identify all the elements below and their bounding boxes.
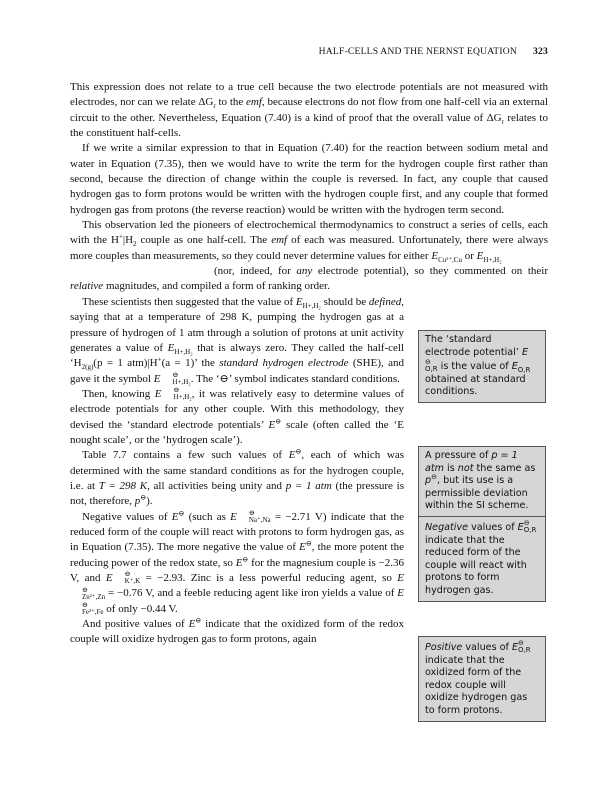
paragraph-5	[70, 387, 404, 448]
e-std: E⊖	[188, 616, 202, 631]
text-run: And positive values of	[82, 618, 189, 631]
text-run: Then, knowing	[82, 387, 155, 400]
e-std-zn: E ⊖ Zn²⁺,Zn = −0.76 V,	[82, 572, 404, 601]
emf-term: emf	[271, 234, 288, 247]
text-run: to the	[215, 96, 247, 109]
text-run: for the magnesium couple is −2.36 V, and	[70, 556, 404, 584]
text-run: Negative values of	[82, 510, 172, 523]
temp-eq: T = 298 K	[98, 479, 148, 492]
text-run: , saying that at a temperature of 298 K, pumping the hydrogen gas at a pressure of hydrogen of 1 atm through a solution of protons at unit activity generates a value of	[70, 295, 404, 354]
text-run: relates to the constituent half-cells.	[70, 111, 548, 140]
paragraph-6	[70, 448, 404, 509]
paragraph-3: This observation led the pioneers of electrochemical thermodynamics to construct a series of cells, each with the $H^+|H_2$ couple as one half-cell. The emf of each was measured. Unfortunately, there were always more couples than measurements, so they could never determine values for either $E_{Cu^{2+},Cu}$ or $E_{H+,H_2}$ (nor, indeed, for any electrode potential), so they commented on their relative magnitudes, and compiled a form of ranking order.	[70, 219, 548, 293]
text-run: (the pressure is not, therefore,	[70, 479, 404, 508]
text-run: ) indicate that the reduced form of the couple will react with protons to form hydrogen gas, as in Equation (7.35). The more negative the value of	[70, 510, 404, 554]
margin-note-standard-potential: The ‘standard electrode potential’ E ⊖ O,R is the value of $E_{O,R}$ obtained at standard conditions.	[418, 330, 546, 403]
text-run: , it was relatively easy to determine values of electrode potentials for any other couple. With this methodology, they devised the ‘standard electrode potentials’	[70, 387, 404, 431]
paragraph-7	[70, 510, 404, 617]
text-run: scale (often called the ‘E nought scale’, or the ‘hydrogen scale’).	[70, 418, 404, 446]
page-number: 323	[533, 46, 548, 57]
e-std-h: E ⊖ H+,H₂	[154, 386, 192, 402]
emph-defined: defined	[368, 295, 402, 308]
paragraph-8	[70, 617, 404, 648]
margin-note-negative-values: Negative values of E ⊖ O,R indicate that the reduced form of the couple will react with protons to form hydrogen gas.	[418, 516, 546, 602]
text-run: ’ symbol indicates standard conditions.	[228, 372, 400, 385]
e-std-na: E ⊖ Na⁺,Na = −2.71 V	[230, 509, 323, 525]
text-run: should be	[320, 295, 369, 308]
text-run: electrode potential), so they commented on their	[312, 265, 548, 278]
text-run: indicate that the oxidized form of the redox couple will oxidize hydrogen gas to form protons, again	[70, 618, 404, 646]
delta-g-r: $\Delta G_r$	[486, 111, 504, 126]
text-run: of each was measured. Unfortunately, there were always more couples than measurements, so they could never determine values for either	[70, 234, 548, 262]
text-run: that is always zero. They called the half-cell ‘H	[70, 341, 404, 370]
e-h: $E_{H+,H_2}$	[167, 341, 193, 357]
emph-any: any	[296, 265, 313, 278]
e-std: E⊖	[235, 555, 249, 569]
text-run: couple as one half-cell. The	[136, 234, 272, 247]
e-std-h: E ⊖ H+,H₂	[153, 371, 191, 386]
text-run: . The ‘	[190, 372, 220, 385]
text-run: This observation led the pioneers of electrochemical thermodynamics to construct a series of cells, each with the	[70, 219, 548, 247]
paragraph-2: If we write a similar expression to that in Equation (7.40) for the reaction between sodium metal and water in Equation (7.35), then we would have to write the term for the hydrogen couple first rather than second, because the direction of change within the couple is reversed. In fact, any couple that caused hydrogen gas to form protons would be written with the hydrogen couple first, and any couple that formed hydrogen gas from protons (the reverse reaction) would be written with the hydrogen term second.	[70, 142, 548, 216]
running-title: HALF-CELLS AND THE NERNST EQUATION	[318, 46, 517, 57]
e-std-fe: E ⊖ Fe³⁺,Fe	[82, 587, 404, 617]
text-run: (such as	[184, 510, 231, 523]
pressure-eq: p = 1 atm	[285, 479, 332, 492]
e-std-k: E ⊖ K⁺,K = −2.93.	[105, 570, 186, 586]
running-header	[70, 46, 548, 57]
emph-she: standard hydrogen electrode	[219, 357, 349, 370]
emph-relative: relative	[70, 280, 104, 293]
text-run: Table 7.7 contains a few such values of	[82, 449, 289, 462]
text-run: , because electrons do not flow from one half-cell via an external circuit to the other. Nevertheless, Equation (7.40) is a kind of proof that the overall value of	[70, 96, 548, 124]
narrow-column	[70, 295, 404, 648]
e-cu: $E_{Cu^{2+},Cu}$	[431, 249, 462, 264]
e-std: E⊖	[299, 539, 312, 554]
text-run: , all activities being unity and	[147, 479, 286, 492]
e-std: E⊖	[268, 416, 282, 431]
text-run: of only −0.44 V.	[103, 602, 178, 615]
text-run: (SHE), and gave it the symbol	[70, 357, 404, 385]
delta-g-r: $\Delta G_r$	[198, 96, 216, 111]
e-std: E⊖	[171, 508, 185, 523]
p-std: p⊖	[134, 493, 147, 508]
paragraph-1	[70, 80, 548, 141]
margin-note-pressure: A pressure of p = 1 atm is not the same as p⊖, but its use is a permissible deviation within the SI scheme.	[418, 446, 546, 517]
h-couple: $H^+|H_2$	[110, 232, 137, 249]
text-run: ).	[146, 495, 153, 508]
text-run: , the more potent the reducing power of the redox state, so	[70, 541, 404, 569]
paragraph-4: These scientists then suggested that the value of $E_{H+,H_2}$ should be defined, saying that at a temperature of 298 K, pumping the hydrogen gas at a pressure of hydrogen of 1 atm through a solution of protons at unit activity generates a value of $E_{H+,H_2}$ that is always zero. They called the half-cell ‘$H_{2(g)}(p = 1$ atm)|H+(a = 1)’ the standard hydrogen electrode (SHE), and gave it the symbol E ⊖ H+,H₂ . The ‘⊖’ symbol indicates standard conditions.	[70, 295, 404, 386]
text-run: These scientists then suggested that the value of	[82, 295, 296, 308]
text-run: , each of which was determined with the same standard conditions as for the hydrogen couple, i.e. at	[70, 449, 404, 492]
text-run: magnitudes, and compiled a form of ranking order.	[103, 280, 330, 293]
e-h: $E_{H+,H_2}$	[295, 295, 321, 310]
text-run: and a feeble reducing agent like iron yields a value of	[154, 587, 398, 600]
emf-term: emf	[246, 96, 262, 109]
e-h: $E_{H+,H_2}$	[476, 249, 502, 264]
text-run: (nor, indeed, for	[214, 265, 297, 278]
e-std: E⊖	[288, 447, 302, 462]
text-run: This expression does not relate to a true cell because the two electrode potentials are not measured with electrodes, nor can we relate	[70, 81, 548, 109]
text-run: Zinc is a less powerful reducing agent, so	[185, 572, 398, 584]
std-symbol: ⊖	[219, 372, 229, 385]
margin-note-positive-values: Positive values of E ⊖ O,R indicate that the oxidized form of the redox couple will oxidize hydrogen gas to form protons.	[418, 636, 546, 722]
